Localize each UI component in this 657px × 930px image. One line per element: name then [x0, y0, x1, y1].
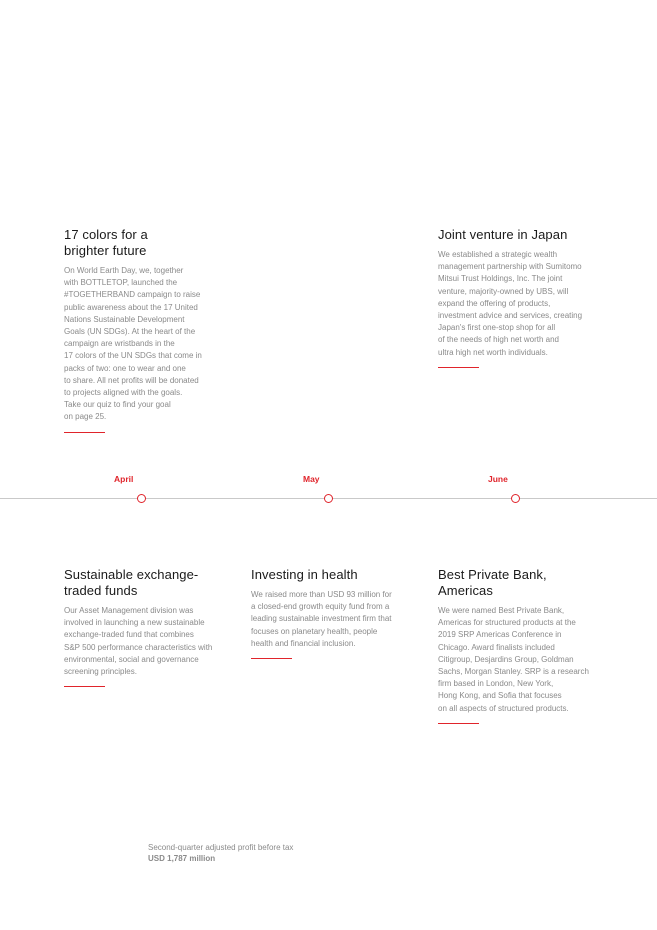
story-body: Our Asset Management division was involved in launching a new sustainable exchange-traded fund that combines S&P 500 performance characteristics with environmental, social and governance screening principles. [64, 606, 213, 677]
story-body: We raised more than USD 93 million for a closed-end growth equity fund from a leading sustainable investment firm that focuses on planetary health, people health and financial inclusion. [251, 590, 392, 648]
story-body: We established a strategic wealth management partnership with Sumitomo Mitsui Trust Holdings, Inc. The joint venture, majority-owned by UBS, will expand the offering of products, investment advice and services, creating Japan's first one-stop shop for all of the needs of high net worth and ultra high net worth individuals. [438, 250, 583, 357]
story-investing-in-health [251, 567, 416, 659]
story-title: Best Private Bank, Americas [438, 567, 547, 598]
story-title: 17 colors for a brighter future [64, 227, 148, 258]
story-body: We were named Best Private Bank, Americas for structured products at the 2019 SRP Americas Conference in Chicago. Award finalists included Citigroup, Desjardins Group, Goldman Sachs, Morgan Stanley. SRP is a research firm based in London, New York, Hong Kong, and Sofia that focuses on all aspects of structured products. [438, 606, 589, 713]
accent-rule [438, 723, 479, 724]
story-17-colors [64, 227, 224, 433]
accent-rule [64, 432, 105, 433]
story-body: On World Earth Day, we, together with BOTTLETOP, launched the #TOGETHERBAND campaign to raise public awareness about the 17 United Nations Sustainable Development Goals (UN SDGs). At the heart of the campaign are wristbands in the 17 colors of the UN SDGs that come in packs of two: one to wear and one to share. All net profits will be donated to projects aligned with the goals. Take our quiz to find your goal on page 25. [64, 266, 202, 422]
accent-rule [438, 367, 479, 368]
month-label-april: April [114, 474, 134, 484]
story-title: Investing in health [251, 567, 358, 582]
accent-rule [251, 658, 292, 659]
profit-caption: Second-quarter adjusted profit before tax [148, 843, 294, 852]
profit-value: USD 1,787 million [148, 854, 216, 863]
timeline-marker-april [137, 494, 146, 503]
story-sustainable-etf [64, 567, 229, 687]
timeline-marker-june [511, 494, 520, 503]
story-japan [438, 227, 608, 368]
story-best-private-bank [438, 567, 608, 724]
month-label-june: June [488, 474, 508, 484]
accent-rule [64, 686, 105, 687]
story-title: Sustainable exchange- traded funds [64, 567, 199, 598]
story-title: Joint venture in Japan [438, 227, 568, 242]
timeline-marker-may [324, 494, 333, 503]
month-label-may: May [303, 474, 320, 484]
